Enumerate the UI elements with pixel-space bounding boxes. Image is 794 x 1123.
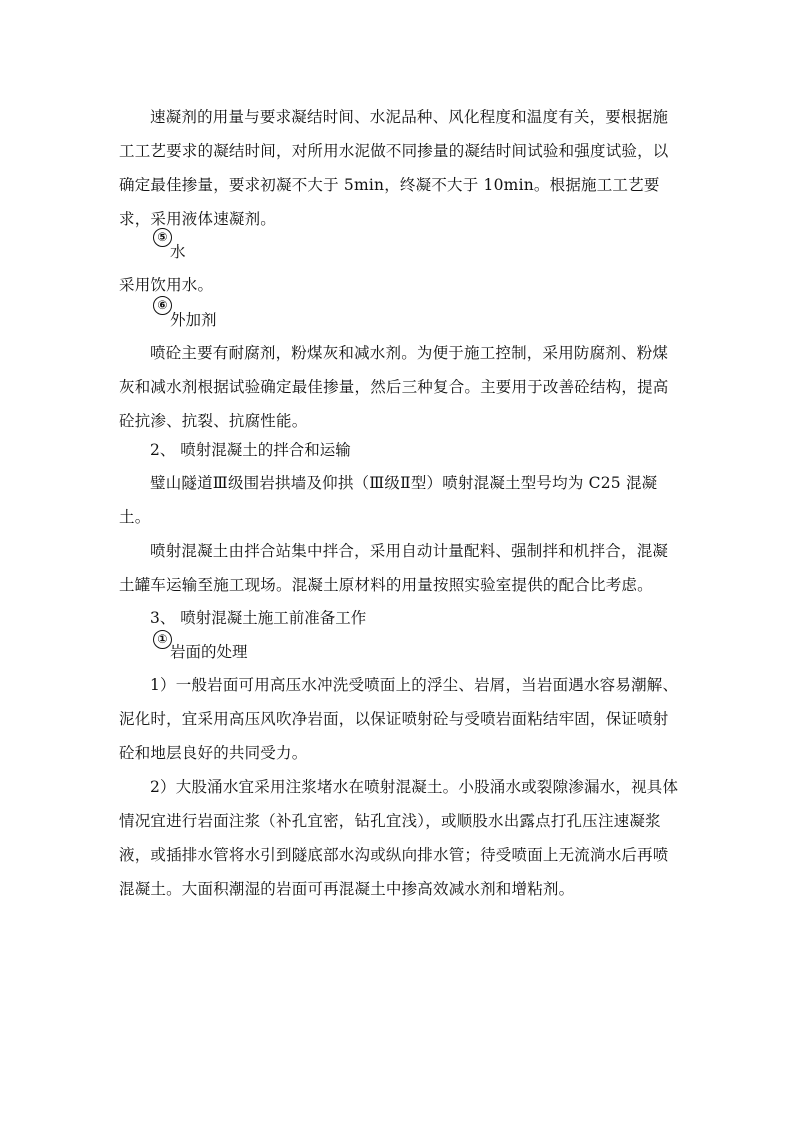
paragraph-water: 采用饮用水。 <box>119 276 214 294</box>
paragraph-rock-cleaning: 1）一般岩面可用高压水冲洗受喷面上的浮尘、岩屑，当岩面遇水容易潮解、泥化时，宜采用高压风吹净岩面，以保证喷射砼与受喷岩面粘结牢固，保证喷射砼和地层良好的共同受力。 <box>119 676 679 762</box>
heading-admixture: 外加剂 <box>170 311 217 329</box>
paragraph-mixing-station: 喷射混凝土由拌合站集中拌合，采用自动计量配料、强制拌和机拌合，混凝土罐车运输至施工现场。混凝土原材料的用量按照实验室提供的配合比考虑。 <box>119 542 669 594</box>
heading-rock-surface: 岩面的处理 <box>170 643 248 661</box>
paragraph-accelerator-dosage: 速凝剂的用量与要求凝结时间、水泥品种、风化程度和温度有关，要根据施工工艺要求的凝结时间，对所用水泥做不同掺量的凝结时间试验和强度试验，以确定最佳掺量，要求初凝不大于 5min，终凝不大于 10min。根据施工工艺要求，采用液体速凝剂。 <box>119 108 669 228</box>
circled-number-6: ⑥ <box>153 296 172 315</box>
paragraph-admixture: 喷砼主要有耐腐剂，粉煤灰和减水剂。为便于施工控制，采用防腐剂、粉煤灰和减水剂根据试验确定最佳掺量，然后三种复合。主要用于改善砼结构，提高砼抗渗、抗裂、抗腐性能。 <box>119 344 669 430</box>
paragraph-water-inflow: 2）大股涌水宜采用注浆堵水在喷射混凝土。小股涌水或裂隙渗漏水，视具体情况宜进行岩面注浆（补孔宜密，钻孔宜浅），或顺股水出露点打孔压注速凝浆液，或插排水管将水引到隧底部水沟或纵向排水管；待受喷面上无流淌水后再喷混凝土。大面积潮湿的岩面可再混凝土中掺高效减水剂和增粘剂。 <box>119 778 679 898</box>
section-heading-mixing-transport: 2、 喷射混凝土的拌合和运输 <box>150 441 351 459</box>
paragraph-concrete-grade: 璧山隧道Ⅲ级围岩拱墙及仰拱（Ⅲ级Ⅱ型）喷射混凝土型号均为 C25 混凝土。 <box>119 474 658 526</box>
circled-number-5: ⑤ <box>153 228 172 247</box>
circled-number-1: ① <box>153 630 172 649</box>
section-heading-preparation: 3、 喷射混凝土施工前准备工作 <box>150 609 367 627</box>
heading-water: 水 <box>170 243 186 261</box>
